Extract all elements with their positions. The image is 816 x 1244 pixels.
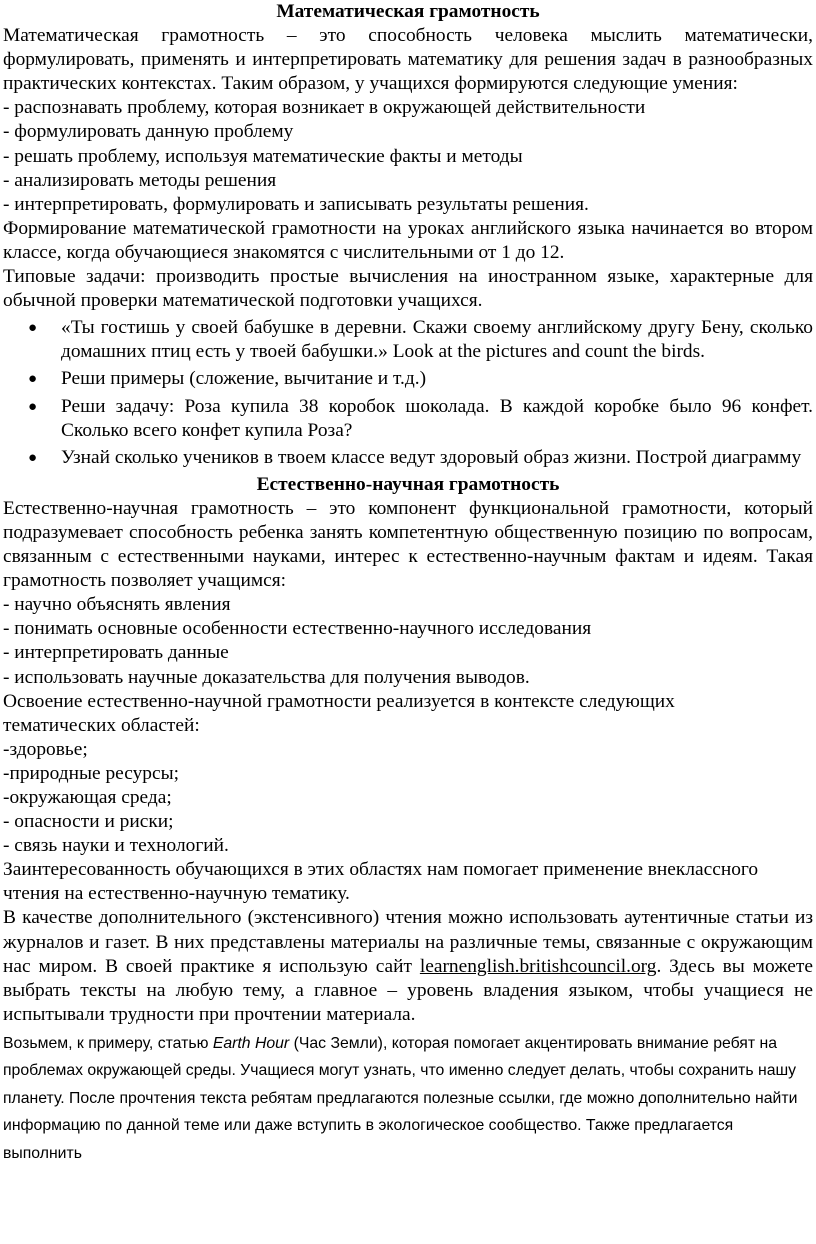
bullet-icon: ● — [28, 398, 38, 415]
science-interest-paragraph: Заинтересованность обучающихся в этих областях нам помогает применение внеклассного чтения на естественно-научную тематику. — [3, 859, 759, 905]
reading-text-before-link: В качестве дополнительного (экстенсивного) чтения можно использовать аутентичные статьи из журналов и газет. В них представлены материалы на различные темы, связанные с окружающим нас миром. В своей практике я использую сайт — [3, 907, 813, 977]
science-area-item: - связь науки и технологий. — [3, 835, 229, 857]
science-areas-intro: тематических областей: — [3, 714, 200, 736]
earth-hour-paragraph — [3, 1030, 813, 1167]
science-intro-paragraph: Естественно-научная грамотность – это компонент функциональной грамотности, который подразумевает способность ребенка занять компетентную общественную позицию по вопросам, связанным с естественными науками, интерес к естественно-научным фактам и идеям. Такая грамотность позволяет учащимся: — [3, 497, 813, 592]
bullet-icon: ● — [28, 449, 38, 466]
bullet-icon: ● — [28, 371, 38, 388]
math-skill-item: - распознавать проблему, которая возникает в окружающей действительности — [3, 97, 646, 119]
task-list-item — [28, 446, 813, 470]
math-intro-paragraph: Математическая грамотность – это способность человека мыслить математически, формулировать, применять и интерпретировать математику для решения задач в разнообразных практических контекстах. Таким образом, у учащихся формируются следующие умения: — [3, 25, 813, 95]
bullet-icon: ● — [28, 320, 38, 337]
task-list-item — [28, 316, 813, 364]
math-skill-item: - решать проблему, используя математические факты и методы — [3, 145, 523, 167]
example-text-before: Возьмем, к примеру, статью — [3, 1034, 213, 1052]
task-text: Реши примеры (сложение, вычитание и т.д.) — [61, 368, 427, 390]
task-text: Реши задачу: Роза купила 38 коробок шоколада. В каждой коробке было 96 конфет. Сколько всего конфет купила Роза? — [61, 395, 813, 441]
math-formation-paragraph: Формирование математической грамотности на уроках английского языка начинается во втором классе, когда обучающиеся знакомятся с числительными от 1 до 12. — [3, 217, 813, 263]
science-area-item: -природные ресурсы; — [3, 762, 180, 784]
science-area-item: -здоровье; — [3, 738, 88, 760]
math-skill-item: - интерпретировать, формулировать и записывать результаты решения. — [3, 193, 589, 215]
task-list-item — [28, 395, 813, 443]
science-area-item: - опасности и риски; — [3, 811, 174, 833]
math-heading: Математическая грамотность — [276, 1, 540, 22]
task-list — [3, 316, 813, 470]
science-skill-item: - понимать основные особенности естественно-научного исследования — [3, 618, 592, 640]
science-skill-item: - интерпретировать данные — [3, 642, 229, 664]
british-council-link[interactable]: learnenglish.britishcouncil.org — [419, 955, 657, 977]
task-list-item — [28, 367, 813, 391]
example-text-after: (Час Земли), которая помогает акцентировать внимание ребят на проблемах окружающей среды. Учащиеся могут узнать, что именно следует делать, чтобы сохранить нашу планету. После прочтения текста ребятам предлагаются полезные ссылки, где можно дополнительно найти информацию по данной теме или даже вступить в экологическое сообщество. Также предлагается выполнить — [3, 1034, 798, 1162]
math-tasks-intro: Типовые задачи: производить простые вычисления на иностранном языке, характерные для обычной проверки математической подготовки учащихся. — [3, 266, 813, 312]
task-text: «Ты гостишь у своей бабушке в деревни. Скажи своему английскому другу Бену, сколько домашних птиц есть у твоей бабушки.» Look at the pictures and count the birds. — [61, 317, 813, 363]
math-skill-item: - формулировать данную проблему — [3, 121, 294, 143]
science-skill-item: - научно объяснять явления — [3, 594, 231, 616]
science-reading-paragraph — [3, 906, 813, 1026]
reading-text-after-link: . Здесь вы можете выбрать тексты на любую тему, а главное – уровень владения языком, чтобы учащиеся не испытывали трудности при прочтении материала. — [3, 955, 813, 1025]
science-heading: Естественно-научная грамотность — [256, 473, 560, 495]
earth-hour-title: Earth Hour — [212, 1034, 290, 1052]
science-areas-intro: Освоение естественно-научной грамотности реализуется в контексте следующих — [3, 690, 675, 712]
science-skill-item: - использовать научные доказательства для получения выводов. — [3, 666, 530, 688]
task-text: Узнай сколько учеников в твоем классе ведут здоровый образ жизни. Построй диаграмму — [61, 446, 802, 468]
math-skill-item: - анализировать методы решения — [3, 169, 277, 191]
science-area-item: -окружающая среда; — [3, 787, 172, 808]
